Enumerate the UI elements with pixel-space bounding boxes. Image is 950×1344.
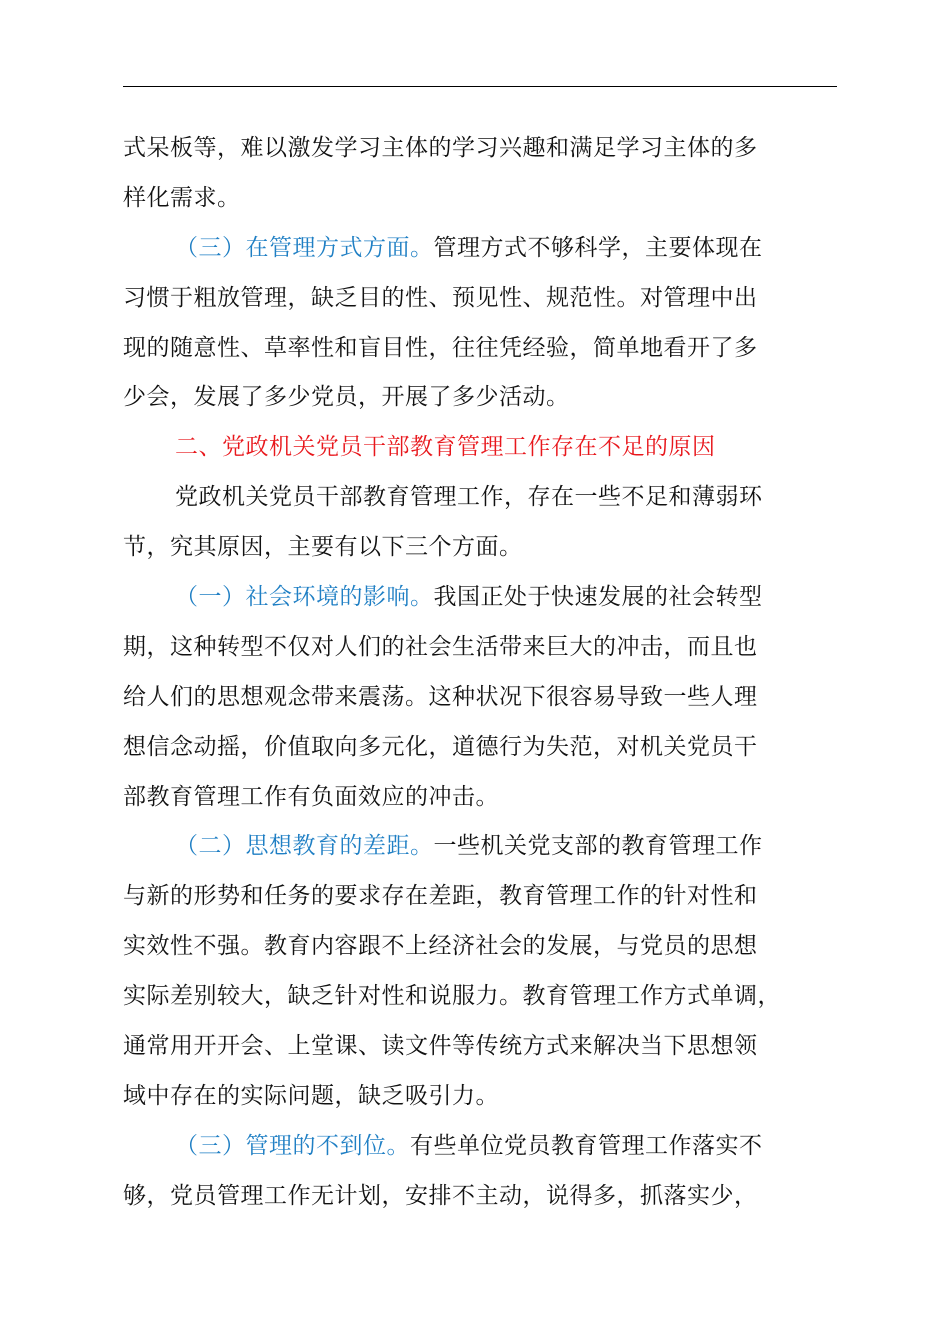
- subsection-heading: （三）管理的不到位。: [175, 1132, 410, 1159]
- text-line: 够，党员管理工作无计划，安排不主动，说得多，抓落实少，: [123, 1182, 758, 1209]
- text-line: 习惯于粗放管理，缺乏目的性、预见性、规范性。对管理中出: [123, 284, 758, 311]
- text-line: 与新的形势和任务的要求存在差距，教育管理工作的针对性和: [123, 883, 758, 910]
- text-line: 想信念动摇，价值取向多元化，道德行为失范，对机关党员干: [123, 733, 758, 760]
- text-line: 部教育管理工作有负面效应的冲击。: [123, 783, 499, 810]
- text-line: 实效性不强。教育内容跟不上经济社会的发展，与党员的思想: [123, 933, 758, 960]
- text-line: 实际差别较大，缺乏针对性和说服力。教育管理工作方式单调，: [123, 983, 781, 1010]
- subsection-line: [123, 822, 837, 872]
- subsection-heading: （一）社会环境的影响。: [175, 584, 434, 611]
- text-line: 期，这种转型不仅对人们的社会生活带来巨大的冲击，而且也: [123, 633, 758, 660]
- text-line: 通常用开开会、上堂课、读文件等传统方式来解决当下思想领: [123, 1033, 758, 1060]
- text-line: 式呆板等，难以激发学习主体的学习兴趣和满足学习主体的多: [123, 135, 758, 161]
- subsection-line: [123, 573, 837, 623]
- subsection-heading: （三）在管理方式方面。: [175, 234, 434, 261]
- text-line: 现的随意性、草率性和盲目性，往往凭经验，简单地看开了多: [123, 334, 758, 361]
- text-span: 一些机关党支部的教育管理工作: [433, 833, 763, 860]
- section-heading: 二、党政机关党员干部教育管理工作存在不足的原因: [175, 434, 716, 461]
- text-line: 样化需求。: [123, 184, 241, 211]
- text-span: 有些单位党员教育管理工作落实不: [410, 1132, 763, 1159]
- text-span: 我国正处于快速发展的社会转型: [433, 584, 763, 611]
- document-body: [123, 124, 837, 1222]
- text-line: 少会，发展了多少党员，开展了多少活动。: [123, 384, 570, 411]
- text-line: 党政机关党员干部教育管理工作，存在一些不足和薄弱环: [175, 484, 763, 511]
- text-line: 给人们的思想观念带来震荡。这种状况下很容易导致一些人理: [123, 683, 758, 710]
- subsection-line: [123, 1122, 837, 1172]
- text-span: 管理方式不够科学，主要体现在: [433, 234, 763, 261]
- header-rule: [123, 86, 837, 87]
- subsection-heading: （二）思想教育的差距。: [175, 833, 434, 860]
- text-line: 域中存在的实际问题，缺乏吸引力。: [123, 1082, 499, 1109]
- text-line: 节，究其原因，主要有以下三个方面。: [123, 534, 523, 561]
- subsection-line: [123, 224, 837, 274]
